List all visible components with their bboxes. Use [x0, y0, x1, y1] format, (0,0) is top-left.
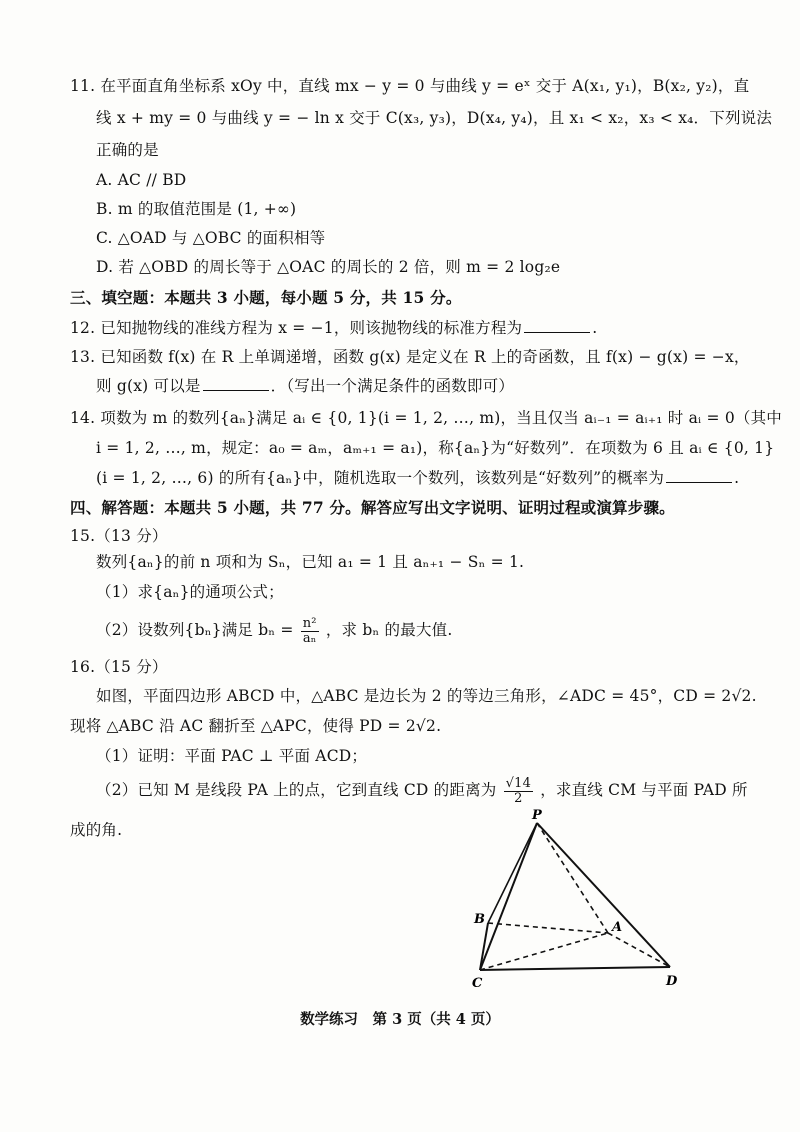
- q12-text: 12. 已知抛物线的准线方程为 x = −1，则该抛物线的标准方程为: [70, 319, 523, 337]
- q16-line1: 如图，平面四边形 ABCD 中，△ABC 是边长为 2 的等边三角形，∠ADC = 45°，CD = 2√2.: [96, 687, 757, 705]
- q16-header: 16.（15 分）: [70, 658, 168, 676]
- q13-line1: 13. 已知函数 f(x) 在 R 上单调递增，函数 g(x) 是定义在 R 上的奇函数，且 f(x) − g(x) = −x，: [70, 348, 750, 366]
- q14-line2: i = 1, 2, …, m，规定：a₀ = aₘ，aₘ₊₁ = a₁)，称{aₙ}为“好数列”．在项数为 6 且 aᵢ ∈ {0, 1}: [96, 439, 775, 457]
- q15-part2: [96, 612, 756, 648]
- edge-AD-dashed: [608, 933, 670, 967]
- q16-part2-text-b: ，求直线 CM 与平面 PAD 所: [540, 781, 748, 799]
- q13-answer-blank: [203, 376, 269, 391]
- q11-line1: 11. 在平面直角坐标系 xOy 中，直线 mx − y = 0 与曲线 y = eˣ 交于 A(x₁, y₁)，B(x₂, y₂)，直: [70, 77, 750, 95]
- q15-part2-text-a: （2）设数列{bₙ}满足 bₙ =: [96, 621, 294, 639]
- edge-PC: [480, 823, 537, 970]
- q15-fraction-denominator: aₙ: [302, 630, 317, 646]
- edge-BA-dashed: [488, 923, 608, 933]
- q11-option-d: D. 若 △OBD 的周长等于 △OAC 的周长的 2 倍，则 m = 2 log₂e: [96, 258, 561, 276]
- section-fill-in-heading: 三、填空题：本题共 3 小题，每小题 5 分，共 15 分。: [70, 288, 462, 307]
- q12-end: .: [592, 319, 598, 337]
- q14-answer-blank: [666, 468, 732, 483]
- q11-option-c: C. △OAD 与 △OBC 的面积相等: [96, 229, 326, 247]
- q13-text-b: ．（写出一个满足条件的函数即可）: [270, 377, 515, 395]
- label-A: A: [612, 920, 623, 935]
- q15-fraction: [301, 617, 319, 646]
- q15-line1: 数列{aₙ}的前 n 项和为 Sₙ，已知 a₁ = 1 且 aₙ₊₁ − Sₙ = 1.: [96, 553, 525, 571]
- q11-line3: 正确的是: [96, 141, 159, 159]
- edge-PD: [537, 823, 670, 967]
- section-solutions-heading: 四、解答题：本题共 5 小题，共 77 分。解答应写出文字说明、证明过程或演算步骤。: [70, 498, 675, 517]
- edge-PB: [488, 823, 537, 923]
- q13-line2: [96, 376, 756, 396]
- q14-text-a: (i = 1, 2, …, 6) 的所有{aₙ}中，随机选取一个数列，该数列是“好数列”的概率为: [96, 469, 665, 487]
- q16-part2: [96, 772, 756, 808]
- q16-fraction: [504, 777, 533, 806]
- q14-text-b: .: [734, 469, 740, 487]
- q15-part2-text-b: ，求 bₙ 的最大值.: [325, 621, 453, 639]
- q15-part1: （1）求{aₙ}的通项公式；: [96, 583, 284, 601]
- q11-line2: 线 x + my = 0 与曲线 y = − ln x 交于 C(x₃, y₃)，D(x₄, y₄)，且 x₁ < x₂，x₃ < x₄．下列说法: [96, 109, 773, 127]
- page-footer: 数学练习 第 3 页（共 4 页）: [300, 1011, 500, 1028]
- label-P: P: [532, 808, 542, 823]
- q15-fraction-numerator: n²: [302, 615, 317, 631]
- edge-BC: [480, 923, 488, 970]
- q16-line-last: 成的角.: [70, 821, 123, 839]
- geometry-figure: [460, 805, 700, 995]
- label-C: C: [472, 976, 483, 991]
- q13-text-a: 则 g(x) 可以是: [96, 377, 201, 395]
- q14-line3: [96, 468, 756, 488]
- q16-fraction-denominator: 2: [514, 790, 523, 806]
- q11-option-a: A. AC // BD: [96, 171, 187, 189]
- q16-part1: （1）证明：平面 PAC ⊥ 平面 ACD；: [96, 747, 368, 765]
- edge-CD: [480, 967, 670, 970]
- q12-answer-blank: [524, 318, 590, 333]
- label-D: D: [666, 974, 678, 989]
- q12-line: [70, 318, 730, 338]
- q15-header: 15.（13 分）: [70, 527, 168, 545]
- q16-line2: 现将 △ABC 沿 AC 翻折至 △APC，使得 PD = 2√2.: [70, 717, 442, 735]
- label-B: B: [474, 912, 485, 927]
- q11-option-b: B. m 的取值范围是 (1, +∞): [96, 200, 297, 218]
- q14-line1: 14. 项数为 m 的数列{aₙ}满足 aᵢ ∈ {0, 1}(i = 1, 2, …, m)，当且仅当 aᵢ₋₁ = aᵢ₊₁ 时 aᵢ = 0（其中: [70, 409, 782, 427]
- q16-fraction-numerator: √14: [505, 775, 532, 791]
- q16-part2-text-a: （2）已知 M 是线段 PA 上的点，它到直线 CD 的距离为: [96, 781, 497, 799]
- edge-CA-dashed: [480, 933, 608, 970]
- edge-PA-dashed: [537, 823, 608, 933]
